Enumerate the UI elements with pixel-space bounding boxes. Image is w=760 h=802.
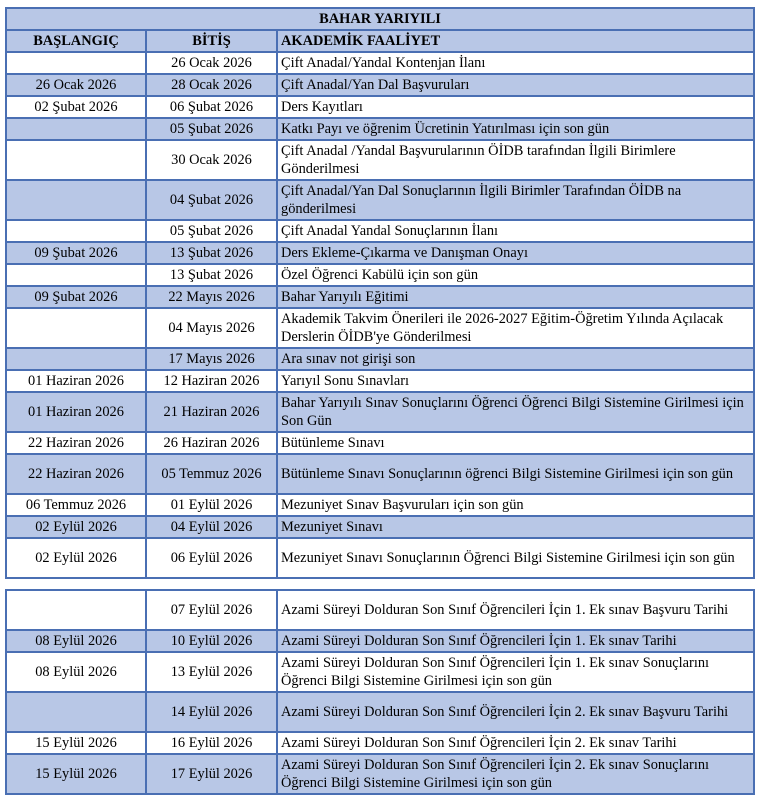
- start-date-cell: 06 Temmuz 2026: [6, 494, 146, 516]
- start-date-cell: 15 Eylül 2026: [6, 732, 146, 754]
- activity-cell: Mezuniyet Sınavı Sonuçlarının Öğrenci Bilgi Sistemine Girilmesi için son gün: [277, 538, 754, 578]
- activity-cell: Ders Ekleme-Çıkarma ve Danışman Onayı: [277, 242, 754, 264]
- end-date-cell: 26 Haziran 2026: [146, 432, 277, 454]
- end-date-cell: 13 Şubat 2026: [146, 264, 277, 286]
- end-date-cell: 10 Eylül 2026: [146, 630, 277, 652]
- end-date-cell: 04 Eylül 2026: [146, 516, 277, 538]
- table-row: [6, 754, 754, 794]
- start-date-cell: 01 Haziran 2026: [6, 392, 146, 432]
- start-date-cell: 08 Eylül 2026: [6, 652, 146, 692]
- activity-cell: Yarıyıl Sonu Sınavları: [277, 370, 754, 392]
- table-row: [6, 348, 754, 370]
- activity-cell: Azami Süreyi Dolduran Son Sınıf Öğrencileri İçin 2. Ek sınav Başvuru Tarihi: [277, 692, 754, 732]
- end-date-cell: 26 Ocak 2026: [146, 52, 277, 74]
- table-row: [6, 516, 754, 538]
- activity-cell: Azami Süreyi Dolduran Son Sınıf Öğrencileri İçin 2. Ek sınav Sonuçlarını Öğrenci Bilgi Sistemine Girilmesi için son gün: [277, 754, 754, 794]
- start-date-cell: [6, 308, 146, 348]
- activity-cell: Bahar Yarıyılı Eğitimi: [277, 286, 754, 308]
- activity-cell: Çift Anadal/Yandal Kontenjan İlanı: [277, 52, 754, 74]
- activity-cell: Çift Anadal /Yandal Başvurularının ÖİDB tarafından İlgili Birimlere Gönderilmesi: [277, 140, 754, 180]
- activity-cell: Çift Anadal/Yan Dal Başvuruları: [277, 74, 754, 96]
- activity-cell: Akademik Takvim Önerileri ile 2026-2027 Eğitim-Öğretim Yılında Açılacak Derslerin ÖİDB'ye Gönderilmesi: [277, 308, 754, 348]
- end-date-cell: 22 Mayıs 2026: [146, 286, 277, 308]
- activity-cell: Katkı Payı ve öğrenim Ücretinin Yatırılması için son gün: [277, 118, 754, 140]
- activity-cell: Bahar Yarıyılı Sınav Sonuçlarını Öğrenci Öğrenci Bilgi Sistemine Girilmesi için Son Gün: [277, 392, 754, 432]
- end-date-cell: 13 Şubat 2026: [146, 242, 277, 264]
- start-date-cell: [6, 348, 146, 370]
- activity-cell: Azami Süreyi Dolduran Son Sınıf Öğrencileri İçin 1. Ek sınav Tarihi: [277, 630, 754, 652]
- end-date-cell: 05 Şubat 2026: [146, 220, 277, 242]
- activity-cell: Mezuniyet Sınav Başvuruları için son gün: [277, 494, 754, 516]
- table-body: [6, 52, 754, 578]
- start-date-cell: 09 Şubat 2026: [6, 242, 146, 264]
- activity-cell: Ders Kayıtları: [277, 96, 754, 118]
- table-row: [6, 286, 754, 308]
- table-row: [6, 392, 754, 432]
- start-date-cell: 26 Ocak 2026: [6, 74, 146, 96]
- start-date-cell: 08 Eylül 2026: [6, 630, 146, 652]
- start-date-cell: [6, 220, 146, 242]
- start-date-cell: [6, 264, 146, 286]
- table-row: [6, 96, 754, 118]
- end-date-cell: 17 Eylül 2026: [146, 754, 277, 794]
- start-date-cell: [6, 140, 146, 180]
- end-date-cell: 04 Şubat 2026: [146, 180, 277, 220]
- table-row: [6, 692, 754, 732]
- activity-cell: Ara sınav not girişi son: [277, 348, 754, 370]
- start-date-cell: 22 Haziran 2026: [6, 432, 146, 454]
- start-date-cell: 02 Eylül 2026: [6, 538, 146, 578]
- table-row: [6, 494, 754, 516]
- activity-cell: Özel Öğrenci Kabülü için son gün: [277, 264, 754, 286]
- table-row: [6, 652, 754, 692]
- spring-semester-table: [5, 7, 755, 579]
- end-date-cell: 21 Haziran 2026: [146, 392, 277, 432]
- table-row: [6, 432, 754, 454]
- activity-cell: Azami Süreyi Dolduran Son Sınıf Öğrencileri İçin 2. Ek sınav Tarihi: [277, 732, 754, 754]
- end-date-cell: 07 Eylül 2026: [146, 590, 277, 630]
- table-header-row: [6, 30, 754, 52]
- end-date-cell: 17 Mayıs 2026: [146, 348, 277, 370]
- table-row: [6, 732, 754, 754]
- header-activity: AKADEMİK FAALİYET: [277, 30, 754, 52]
- start-date-cell: 22 Haziran 2026: [6, 454, 146, 494]
- table-gap: [5, 579, 753, 589]
- table-row: [6, 308, 754, 348]
- end-date-cell: 28 Ocak 2026: [146, 74, 277, 96]
- table-row: [6, 370, 754, 392]
- end-date-cell: 14 Eylül 2026: [146, 692, 277, 732]
- end-date-cell: 30 Ocak 2026: [146, 140, 277, 180]
- header-start: BAŞLANGIÇ: [6, 30, 146, 52]
- end-date-cell: 13 Eylül 2026: [146, 652, 277, 692]
- start-date-cell: 02 Şubat 2026: [6, 96, 146, 118]
- activity-cell: Bütünleme Sınavı: [277, 432, 754, 454]
- start-date-cell: [6, 52, 146, 74]
- table-row: [6, 590, 754, 630]
- table-row: [6, 52, 754, 74]
- header-end: BİTİŞ: [146, 30, 277, 52]
- end-date-cell: 05 Şubat 2026: [146, 118, 277, 140]
- table-row: [6, 118, 754, 140]
- table-row: [6, 538, 754, 578]
- activity-cell: Mezuniyet Sınavı: [277, 516, 754, 538]
- start-date-cell: 02 Eylül 2026: [6, 516, 146, 538]
- end-date-cell: 12 Haziran 2026: [146, 370, 277, 392]
- end-date-cell: 04 Mayıs 2026: [146, 308, 277, 348]
- extra-exam-table-body: [6, 590, 754, 794]
- activity-cell: Azami Süreyi Dolduran Son Sınıf Öğrencileri İçin 1. Ek sınav Başvuru Tarihi: [277, 590, 754, 630]
- end-date-cell: 01 Eylül 2026: [146, 494, 277, 516]
- start-date-cell: [6, 180, 146, 220]
- end-date-cell: 06 Eylül 2026: [146, 538, 277, 578]
- activity-cell: Çift Anadal Yandal Sonuçlarının İlanı: [277, 220, 754, 242]
- table-row: [6, 220, 754, 242]
- start-date-cell: 15 Eylül 2026: [6, 754, 146, 794]
- start-date-cell: 09 Şubat 2026: [6, 286, 146, 308]
- end-date-cell: 06 Şubat 2026: [146, 96, 277, 118]
- table-row: [6, 454, 754, 494]
- activity-cell: Bütünleme Sınavı Sonuçlarının öğrenci Bilgi Sistemine Girilmesi için son gün: [277, 454, 754, 494]
- start-date-cell: [6, 692, 146, 732]
- calendar-document: [5, 7, 753, 795]
- end-date-cell: 16 Eylül 2026: [146, 732, 277, 754]
- table-row: [6, 630, 754, 652]
- start-date-cell: 01 Haziran 2026: [6, 370, 146, 392]
- start-date-cell: [6, 118, 146, 140]
- end-date-cell: 05 Temmuz 2026: [146, 454, 277, 494]
- activity-cell: Çift Anadal/Yan Dal Sonuçlarının İlgili Birimler Tarafından ÖİDB na gönderilmesi: [277, 180, 754, 220]
- table-title: BAHAR YARIYILI: [6, 8, 754, 30]
- table-row: [6, 74, 754, 96]
- table-row: [6, 140, 754, 180]
- table-row: [6, 180, 754, 220]
- table-row: [6, 264, 754, 286]
- table-title-row: [6, 8, 754, 30]
- extra-exam-table: [5, 589, 755, 795]
- start-date-cell: [6, 590, 146, 630]
- activity-cell: Azami Süreyi Dolduran Son Sınıf Öğrencileri İçin 1. Ek sınav Sonuçlarını Öğrenci Bilgi Sistemine Girilmesi için son gün: [277, 652, 754, 692]
- table-row: [6, 242, 754, 264]
